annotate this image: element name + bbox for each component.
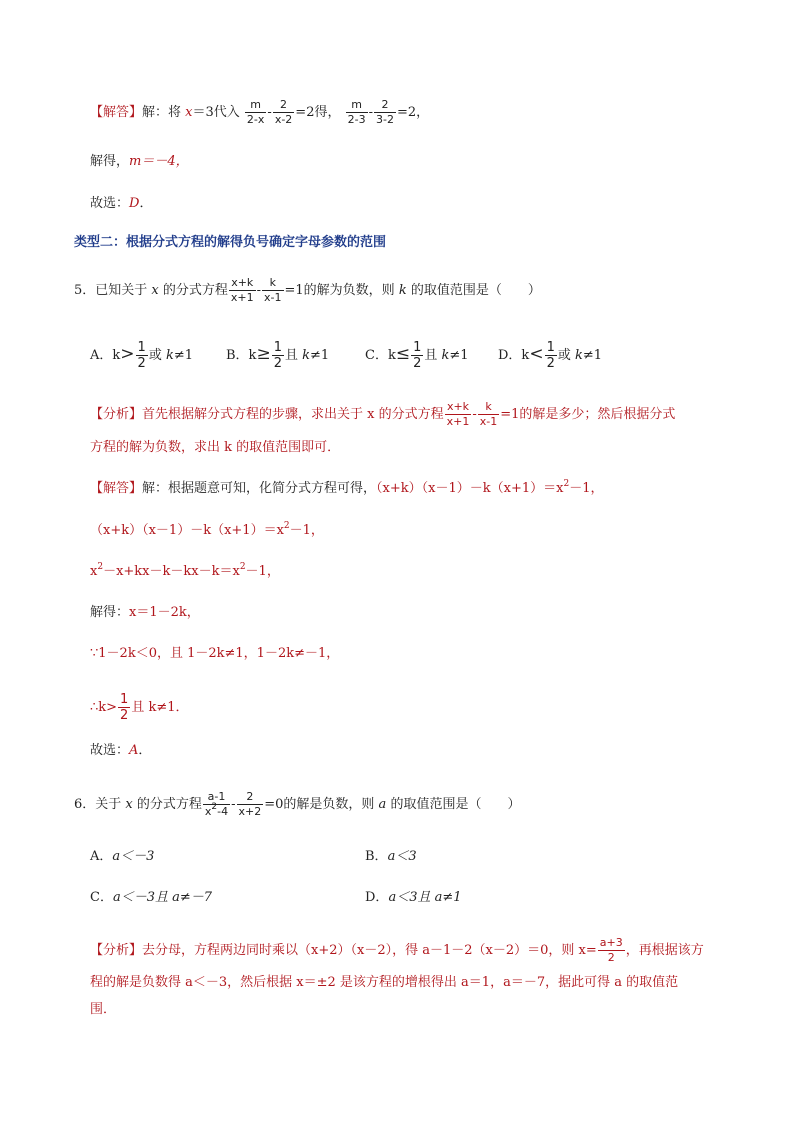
analysis-line-1 bbox=[90, 936, 704, 965]
analysis-tag: 【分析】 bbox=[90, 943, 143, 958]
text: 故选： bbox=[90, 196, 130, 211]
fraction: $\frac{m}{2-3}$ bbox=[347, 98, 366, 126]
relation: < bbox=[529, 344, 544, 364]
text: 解得： bbox=[90, 605, 130, 620]
text: ． bbox=[139, 196, 153, 211]
question-6 bbox=[74, 790, 520, 819]
text: ≠1 bbox=[582, 348, 603, 363]
fraction: $\frac{1}{2}$ bbox=[120, 692, 129, 723]
var-a: a bbox=[378, 797, 387, 812]
text: 的分式方程 bbox=[132, 797, 202, 812]
solution-line-3: $x^2-x+kx-k-kx-k=x^2-1$， bbox=[90, 562, 280, 579]
result: x＝1－2k， bbox=[129, 605, 200, 620]
text: 或 bbox=[557, 348, 575, 363]
answer-tag: 【解答】 bbox=[90, 481, 143, 496]
text: ． bbox=[138, 743, 152, 758]
var-x: x bbox=[185, 105, 193, 120]
text: 解得， bbox=[90, 154, 130, 169]
solution-line-6: ∴k> $\frac{1}{2}$ 且 k≠1． bbox=[90, 692, 189, 723]
var-x: x bbox=[125, 797, 133, 812]
option-b bbox=[226, 340, 329, 371]
text: ≠1 bbox=[310, 348, 330, 363]
text: =0的解是负数，则 bbox=[264, 797, 379, 812]
solution-line-1 bbox=[90, 480, 603, 498]
option-label: C．k bbox=[365, 348, 396, 363]
relation: ≤ bbox=[395, 344, 411, 364]
fraction: $\frac{a+3}{2}$ bbox=[599, 936, 623, 964]
text: 首先根据解分式方程的步骤，求出关于 x 的分式方程 bbox=[142, 407, 444, 422]
answer-line-2 bbox=[90, 153, 189, 171]
minus-sign: - bbox=[472, 407, 477, 422]
fraction: $\frac{2}{x-2}$ bbox=[274, 98, 293, 126]
var-k: k bbox=[165, 348, 174, 363]
text: =1的解是多少；然后根据分式 bbox=[500, 407, 676, 422]
minus-sign: - bbox=[231, 797, 236, 812]
fraction: $\frac{a-1}{x^2-4}$ bbox=[204, 790, 229, 818]
option-b: B．a＜3 bbox=[365, 849, 417, 864]
analysis-tag: 【分析】 bbox=[90, 407, 143, 422]
choice: A bbox=[129, 743, 139, 758]
minus-sign: - bbox=[267, 105, 272, 120]
answer-tag: 【解答】 bbox=[90, 105, 143, 120]
var-k: k bbox=[302, 348, 310, 363]
analysis-line-2: 方程的解为负数，求出 k 的取值范围即可． bbox=[90, 440, 341, 455]
option-d bbox=[498, 340, 602, 371]
fraction: $\frac{k}{x-1}$ bbox=[479, 400, 498, 428]
option-label: A．k bbox=[90, 348, 121, 363]
fraction: $\frac{k}{x-1}$ bbox=[264, 276, 282, 304]
solution-line-2: $(x+k)(x-1)-k(x+1)=x^2-1$， bbox=[90, 521, 324, 538]
section-title: 类型二：根据分式方程的解得负号确定字母参数的范围 bbox=[74, 235, 387, 250]
question-5 bbox=[74, 276, 541, 305]
var-k: k bbox=[574, 348, 583, 363]
text: 6．关于 bbox=[74, 797, 126, 812]
text: 5．已知关于 bbox=[74, 283, 152, 298]
text: 且 bbox=[424, 348, 442, 363]
var-x: x bbox=[151, 283, 159, 298]
fraction: $\frac{m}{2-x}$ bbox=[246, 98, 265, 126]
option-c: C．a＜－3且 a≠－7 bbox=[90, 890, 213, 905]
text: 去分母，方程两边同时乘以（x+2）（x－2），得 a－1－2（x－2）＝0，则 x= bbox=[142, 943, 597, 958]
text: =1的解为负数，则 bbox=[284, 283, 399, 298]
fraction: $\frac{1}{2}$ bbox=[137, 340, 146, 371]
text: 且 bbox=[284, 348, 303, 363]
minus-sign: - bbox=[256, 283, 262, 298]
option-label: B．k bbox=[226, 348, 257, 363]
text: ≠1 bbox=[173, 348, 194, 363]
relation: > bbox=[120, 344, 135, 364]
text: =2得， bbox=[295, 105, 341, 120]
text: 或 bbox=[148, 348, 166, 363]
equation: $(x+k)(x-1)-k(x+1)=x^2-1$， bbox=[376, 479, 604, 496]
solution-line-5: ∵1－2k＜0，且 1－2k≠1，1－2k≠－1， bbox=[90, 646, 340, 661]
relation: ≥ bbox=[256, 344, 271, 364]
text: 的取值范围是（ ） bbox=[386, 797, 521, 812]
text: 故选： bbox=[90, 743, 130, 758]
fraction: $\frac{1}{2}$ bbox=[413, 340, 422, 371]
analysis-line-1 bbox=[90, 400, 675, 429]
fraction: $\frac{2}{x+2}$ bbox=[238, 790, 262, 818]
option-d: D．a＜3且 a≠1 bbox=[365, 890, 462, 905]
text: ＝3代入 bbox=[192, 105, 240, 120]
fraction: $\frac{x+k}{x+1}$ bbox=[230, 276, 254, 304]
text: ，再根据该方 bbox=[625, 943, 704, 958]
fraction: $\frac{1}{2}$ bbox=[273, 340, 282, 371]
minus-sign: - bbox=[368, 105, 373, 120]
text: ≠1 bbox=[449, 348, 469, 363]
text: 的分式方程 bbox=[158, 283, 228, 298]
option-a bbox=[90, 340, 193, 371]
text: 的取值范围是（ ） bbox=[406, 283, 541, 298]
option-c bbox=[365, 340, 469, 371]
option-label: D．k bbox=[498, 348, 530, 363]
result: m＝－4， bbox=[129, 154, 189, 169]
var-k: k bbox=[398, 283, 407, 298]
analysis-line-3: 围． bbox=[90, 1002, 117, 1017]
solution-line-4 bbox=[90, 604, 200, 622]
fraction: $\frac{2}{3-2}$ bbox=[375, 98, 394, 126]
fraction: $\frac{x+k}{x+1}$ bbox=[446, 400, 470, 428]
text: 解：将 bbox=[142, 105, 186, 120]
var-k: k bbox=[441, 348, 450, 363]
option-a: A．a＜－3 bbox=[90, 849, 155, 864]
text: =2， bbox=[396, 105, 430, 120]
fraction: $\frac{1}{2}$ bbox=[546, 340, 555, 371]
answer-line-1 bbox=[90, 98, 429, 127]
analysis-line-2: 程的解是负数得 a＜－3，然后根据 x＝±2 是该方程的增根得出 a＝1，a＝－7，据此可得 a 的取值范 bbox=[90, 975, 679, 990]
solution-line-7 bbox=[90, 742, 151, 760]
answer-line-3 bbox=[90, 195, 152, 213]
choice: D bbox=[129, 196, 140, 211]
text: 解：根据题意可知，化简分式方程可得， bbox=[142, 481, 377, 496]
